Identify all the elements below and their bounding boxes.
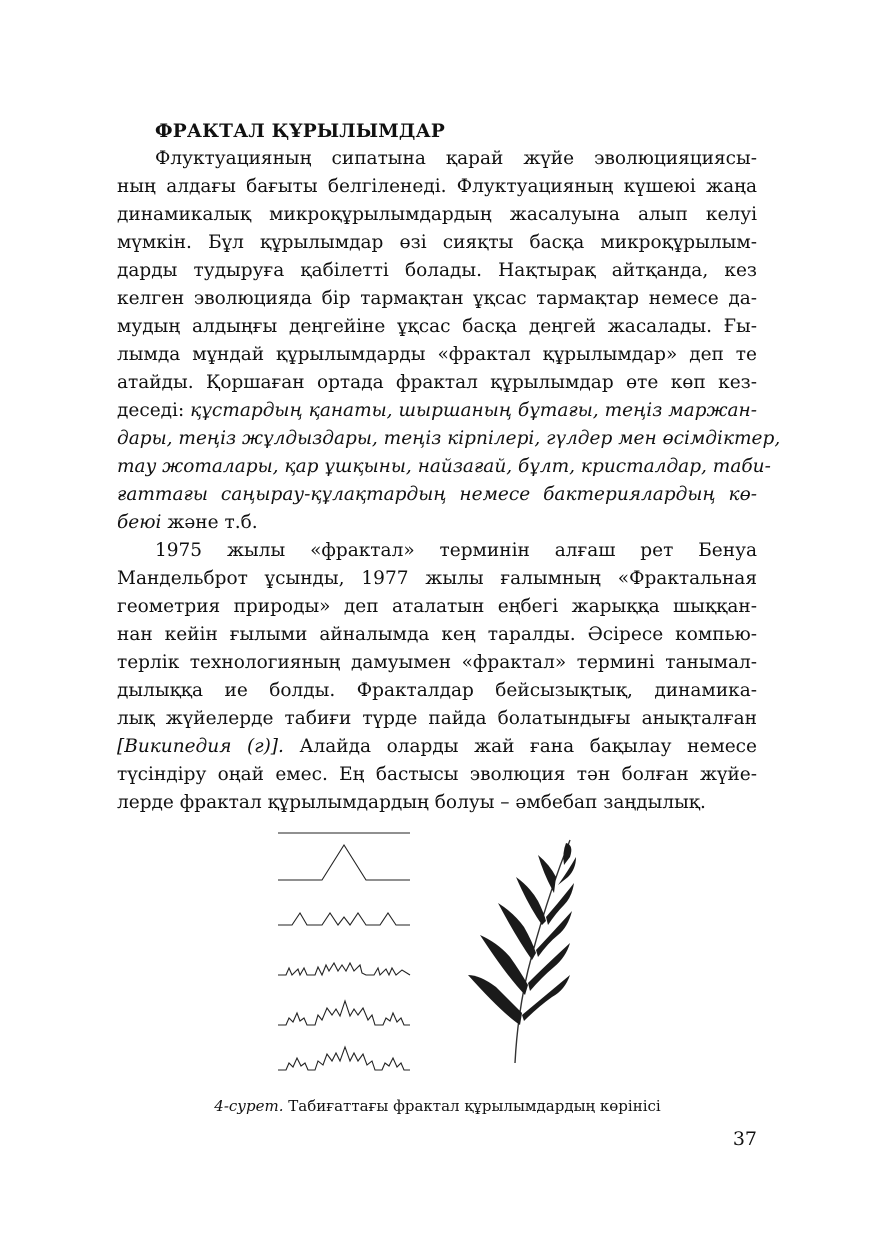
text-line: [117, 425, 781, 453]
text-line: дылыққа ие болды. Фракталдар бейсызықтық, динамика-: [117, 680, 757, 701]
text-line: [117, 733, 757, 761]
text-line: нан кейін ғылыми айналымда кең таралды. Әсіресе компью-: [117, 624, 757, 645]
text-line: ның алдағы бағыты белгіленеді. Флуктуацияның күшеюі жаңа: [117, 176, 757, 197]
text-line: 1975 жылы «фрактал» терминін алғаш рет Бенуа: [155, 540, 757, 561]
text-span: Алайда оларды жай ғана бақылау немесе: [283, 736, 757, 757]
section-heading: ФРАКТАЛ ҚҰРЫЛЫМДАР: [155, 121, 445, 142]
text-span: және т.б.: [161, 512, 258, 533]
caption-label: 4-сурет.: [214, 1097, 284, 1115]
italic-text: дары, теңіз жұлдыздары, теңіз кірпілері, гүлдер мен өсімдіктер,: [117, 428, 781, 449]
koch-curve-iterations-image: [278, 833, 410, 1070]
text-line: геометрия природы» деп аталатын еңбегі жарыққа шыққан-: [117, 596, 757, 617]
page-number: 37: [732, 1128, 757, 1150]
text-line: [117, 397, 757, 425]
text-line: Мандельброт ұсынды, 1977 жылы ғалымның «Фрактальная: [117, 568, 757, 589]
text-line: лық жүйелерде табиғи түрде пайда болатындығы анықталған: [117, 708, 757, 729]
text-line: дарды тудыруға қабілетті болады. Нақтырақ айтқанда, кез: [117, 260, 757, 281]
text-line: лерде фрактал құрылымдардың болуы – әмбебап заңдылық.: [117, 792, 706, 813]
caption-text: Табиғаттағы фрактал құрылымдардың көрінісі: [283, 1097, 661, 1115]
italic-text: [Википедия (г)].: [117, 736, 284, 757]
text-line: келген эволюцияда бір тармақтан ұқсас тармақтар немесе да-: [117, 288, 757, 309]
text-line: мүмкін. Бұл құрылымдар өзі сияқты басқа микроқұрылым-: [117, 232, 757, 253]
italic-text: беюі: [117, 512, 162, 533]
fractal-figure: [270, 825, 600, 1085]
text-line: [117, 509, 757, 537]
barnsley-fern-image: [468, 840, 576, 1063]
text-line: [117, 453, 771, 481]
text-line: мудың алдыңғы деңгейіне ұқсас басқа деңгей жасалады. Ғы-: [117, 316, 757, 337]
text-span: деседі:: [117, 400, 191, 421]
italic-text: құстардың қанаты, шыршаның бұтағы, теңіз маржан-: [190, 400, 757, 421]
text-line: лымда мұндай құрылымдарды «фрактал құрылымдар» деп те: [117, 344, 757, 365]
italic-text: ғаттағы саңырау-құлақтардың немесе бактериялардың кө-: [117, 484, 757, 505]
figure-caption: [0, 1097, 875, 1115]
text-line: атайды. Қоршаған ортада фрактал құрылымдар өте көп кез-: [117, 372, 757, 393]
text-line: Флуктуацияның сипатына қарай жүйе эволюцияциясы-: [155, 148, 757, 169]
text-line: терлік технологияның дамуымен «фрактал» термині танымал-: [117, 652, 757, 673]
text-line: [117, 481, 757, 509]
text-line: түсіндіру оңай емес. Ең бастысы эволюция тән болған жүйе-: [117, 764, 757, 785]
text-line: динамикалық микроқұрылымдардың жасалуына алып келуі: [117, 204, 757, 225]
italic-text: тау жоталары, қар ұшқыны, найзағай, бұлт, кристалдар, таби-: [117, 456, 771, 477]
